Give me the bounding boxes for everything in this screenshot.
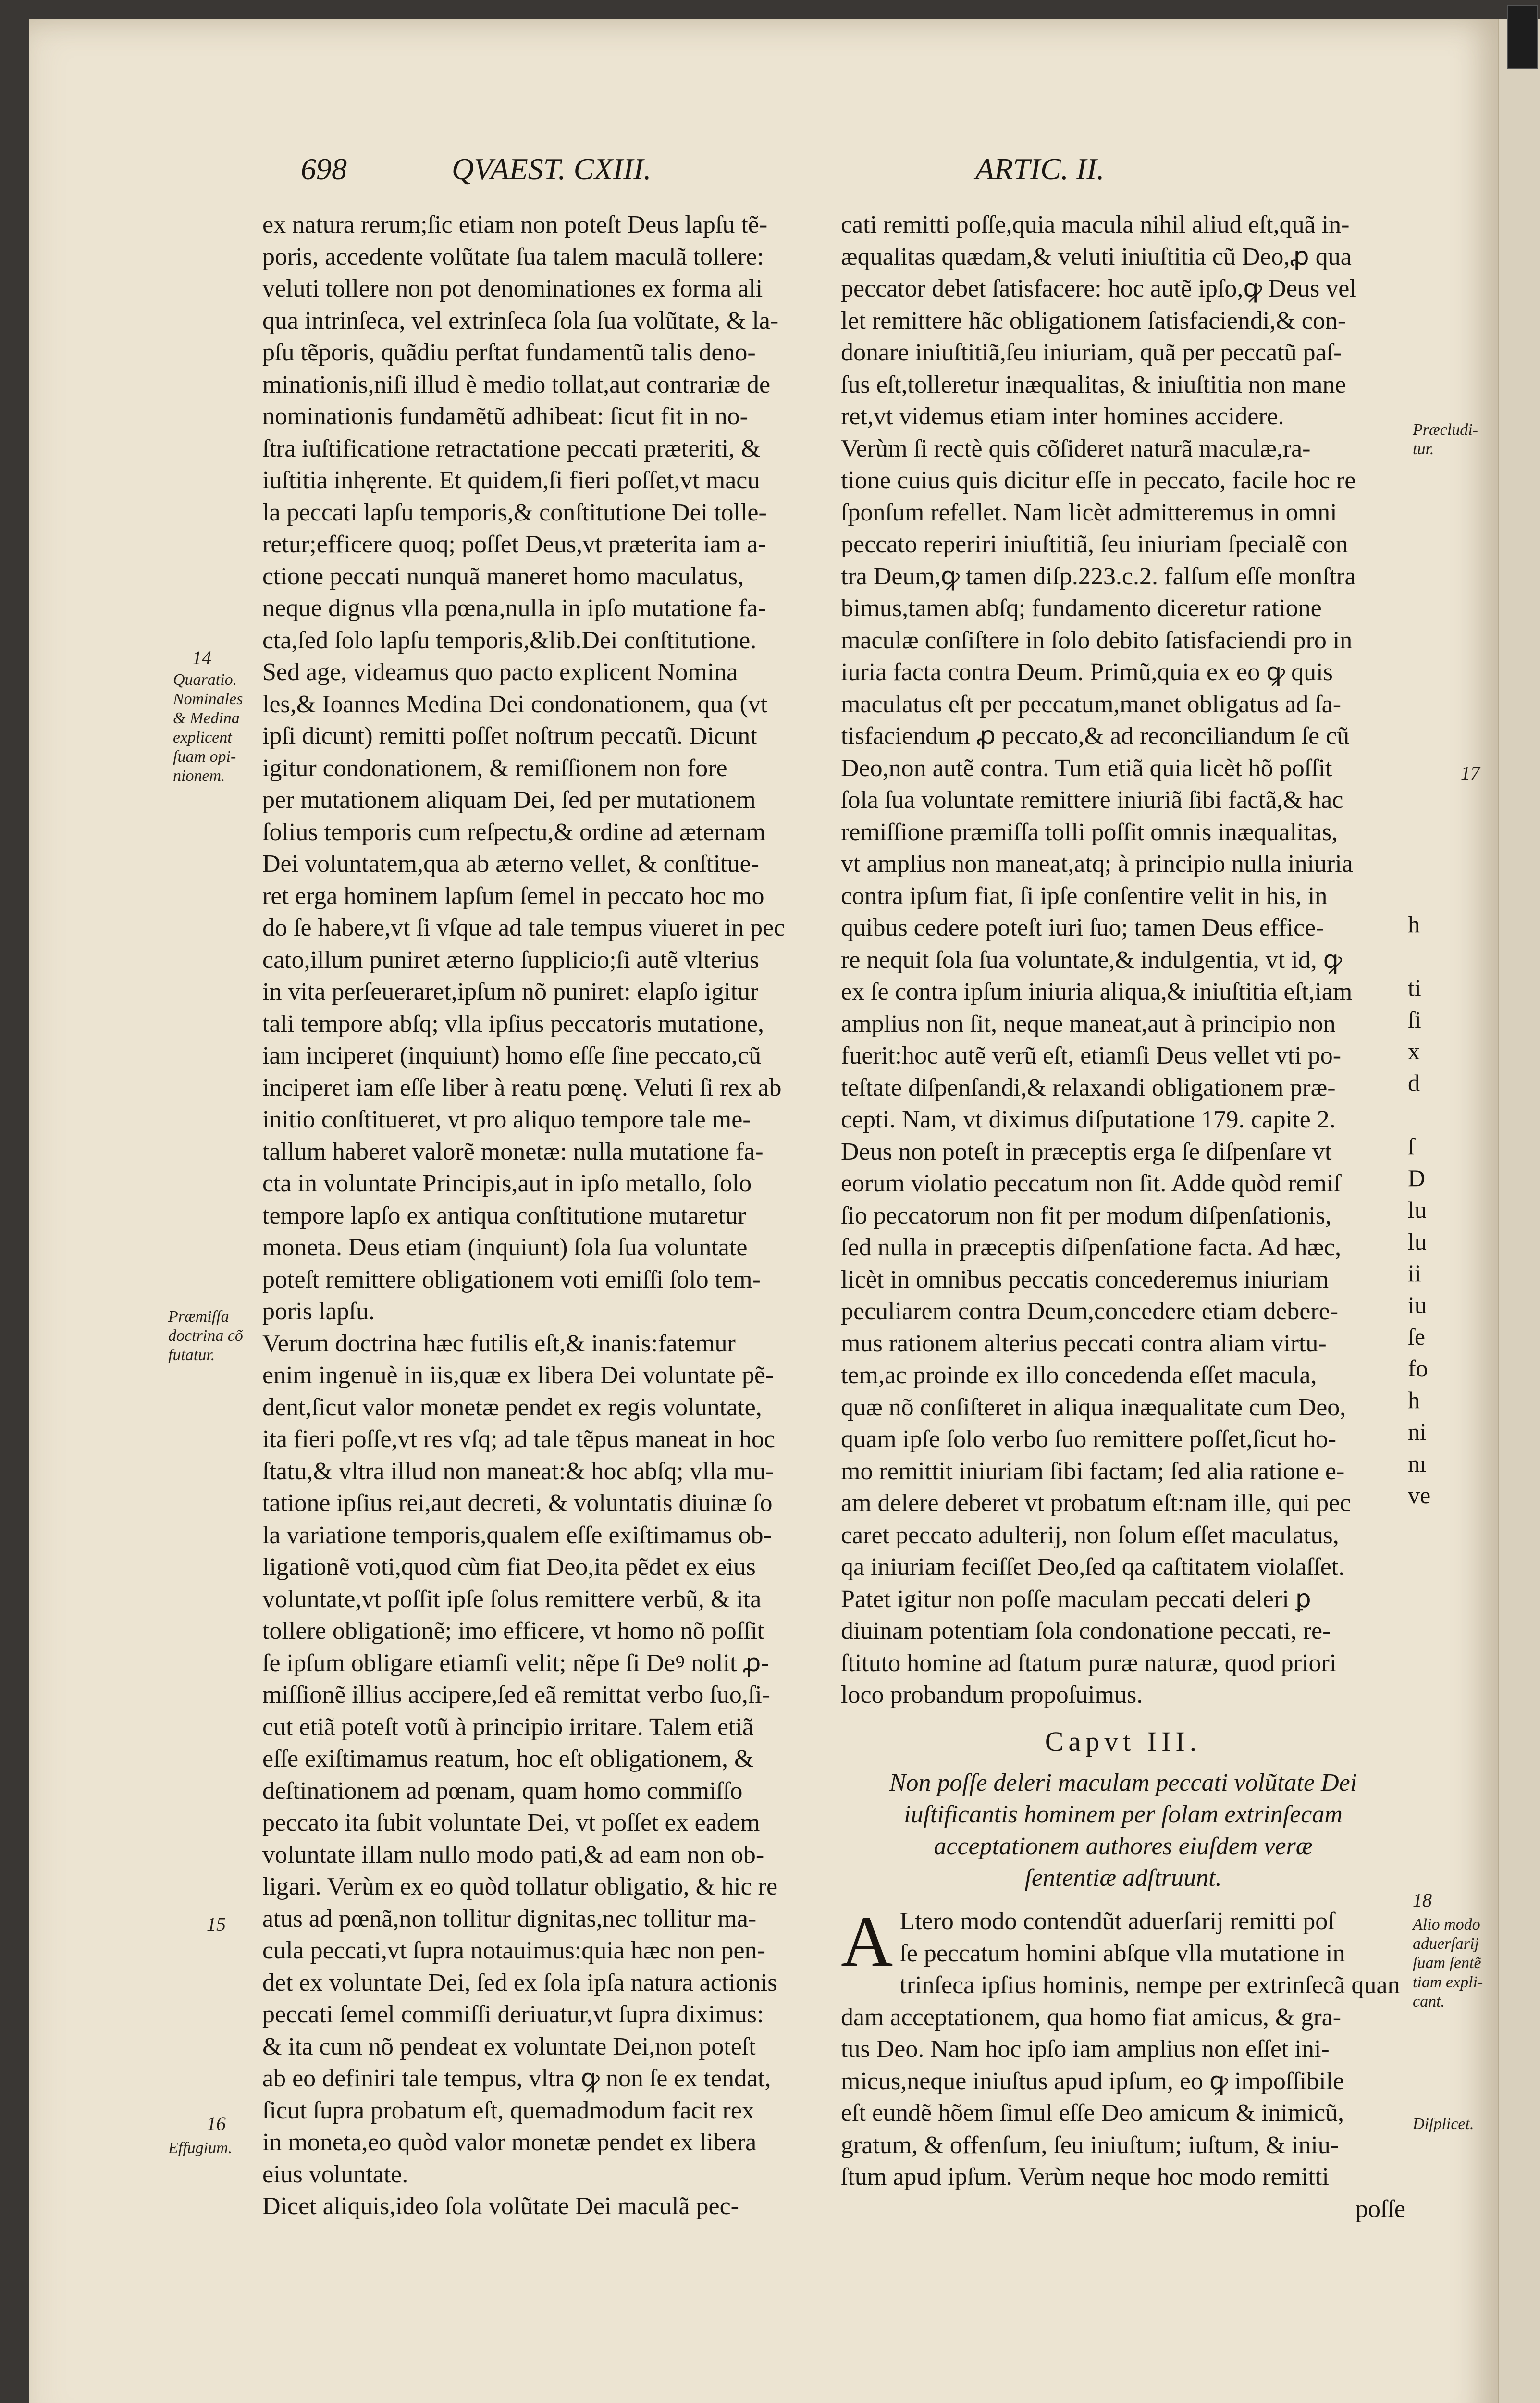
book-page — [29, 19, 1499, 2403]
text-line: ſicut ſupra probatum eſt, quemadmodum facit rex — [262, 2096, 754, 2124]
text-line: contra ipſum fiat, ſi ipſe conſentire velit in his, in — [841, 882, 1328, 910]
text-line: Deus non poteſt in præceptis erga ſe diſpenſare vt — [841, 1138, 1332, 1165]
text-line: cula peccati,vt ſupra notauimus:quia hæc non pen- — [262, 1937, 765, 1964]
text-line: remiſſione præmiſſa tolli poſſit omnis inæqualitas, — [841, 818, 1338, 846]
text-line: enim ingenuè in iis,quæ ex libera Dei voluntate pẽ- — [262, 1362, 774, 1389]
right-text-column — [841, 209, 1405, 2225]
bleed-fragment: ſi — [1408, 1006, 1421, 1033]
text-line: Alio modo — [1413, 1916, 1480, 1933]
text-line: la peccati lapſu temporis,& conſtitutione Dei tolle- — [262, 498, 767, 526]
text-line: neque dignus vlla pœna,nulla in ipſo mutatione fa- — [262, 595, 766, 622]
text-line: ſponſum refellet. Nam licèt admitteremus in omni — [841, 498, 1337, 526]
text-line: les,& Ioannes Medina Dei condonationem, qua (vt — [262, 690, 768, 718]
text-line: ſuam ſentẽ — [1413, 1954, 1481, 1972]
text-line: ſola ſua voluntate remittere iniuriã ſibi factã,& hac — [841, 786, 1343, 814]
text-line: Ltero modo contendũt aduerſarij remitti poſ — [899, 1908, 1335, 1935]
bleed-fragment: x — [1408, 1038, 1420, 1065]
text-line: Sed age, videamus quo pacto explicent Nomina — [262, 658, 738, 686]
text-line: ſtra iuſtificatione retractatione peccati præteriti, & — [262, 434, 761, 462]
text-line: tur. — [1413, 440, 1434, 458]
facing-page-edge — [1498, 19, 1540, 2403]
text-line: atus ad pœnã,non tollitur dignitas,nec tollitur ma- — [262, 1905, 757, 1932]
text-line: quam ipſe ſolo verbo ſuo remittere poſſet,ſicut ho- — [841, 1425, 1337, 1453]
text-line: loco probandum propoſuimus. — [841, 1681, 1143, 1709]
text-line: tollere obligationẽ; imo efficere, vt homo nõ poſſit — [262, 1617, 764, 1645]
scale-ruler — [1507, 5, 1538, 69]
text-line: cut etiã poteſt votũ à principio irritare. Talem etiã — [262, 1713, 754, 1741]
text-line: eſſe exiſtimamus reatum, hoc eſt obligationem, & — [262, 1745, 754, 1772]
bleed-fragment: ti — [1408, 974, 1421, 1001]
text-line: eſt eundẽ hõem ſimul eſſe Deo amicum & inimicũ, — [841, 2099, 1344, 2127]
text-line: miſſionẽ illius accipere,ſed eã remittat verbo ſuo,ſi- — [262, 1681, 770, 1709]
text-line: inciperet iam eſſe liber à reatu pœnę. Veluti ſi rex ab — [262, 1074, 782, 1102]
text-line: ſtituto homine ad ſtatum puræ naturæ, quod priori — [841, 1649, 1337, 1677]
text-line: ſtum apud ipſum. Verùm neque hoc modo remitti — [841, 2163, 1329, 2191]
chapter-title-line: acceptationem authores eiuſdem veræ — [934, 1833, 1313, 1860]
text-line: mus rationem alterius peccati contra aliam virtu- — [841, 1329, 1327, 1357]
margin-note-effugium: Effugium. — [168, 2139, 233, 2157]
text-line: poris lapſu. — [262, 1298, 375, 1325]
text-line: tem,ac proinde ex illo concedenda eſſet macula, — [841, 1362, 1317, 1389]
text-line: fuerit:hoc autẽ verũ eſt, etiamſi Deus vellet vti po- — [841, 1042, 1342, 1069]
bleed-fragment: h — [1408, 1387, 1420, 1413]
question-title: QVAEST. CXIII. — [452, 152, 652, 186]
text-line: & ita cum nõ pendeat ex voluntate Dei,non poteſt — [262, 2032, 756, 2060]
text-line: ſio peccatorum non fit per modum diſpenſationis, — [841, 1202, 1332, 1229]
text-line: cta,ſed ſolo lapſu temporis,&lib.Dei conſtitutione. — [262, 626, 757, 654]
bleed-fragment: D — [1408, 1164, 1426, 1191]
text-line: peccato ita ſubit voluntate Dei, vt poſſet ex eadem — [262, 1809, 760, 1836]
text-line: gratum, & offenſum, ſeu iniuſtum; iuſtum, & iniu- — [841, 2131, 1339, 2159]
text-line: tus Deo. Nam hoc ipſo iam amplius non eſſet ini- — [841, 2035, 1330, 2063]
margin-note-premissa — [168, 1307, 243, 1365]
bleed-fragment: nı — [1408, 1450, 1427, 1477]
text-line: ſuam opi- — [173, 748, 236, 766]
text-line: peccato reperiri iniuſtitiã, ſeu iniuriam ſpecialẽ con — [841, 531, 1348, 558]
bleed-fragment: ſ — [1408, 1133, 1415, 1160]
text-line: minationis,niſi illud è medio tollat,aut contrariæ de — [262, 371, 771, 398]
text-line: dent,ſicut valor monetæ pendet ex regis voluntate, — [262, 1393, 762, 1421]
text-line: Præmiſſa — [168, 1308, 229, 1325]
text-line: ſe ipſum obligare etiamſi velit; nẽpe ſi Deꝰ nolit ꝓ- — [262, 1649, 769, 1677]
chapter-title-line: ſententiæ adſtruunt. — [1024, 1864, 1222, 1892]
margin-number-16: 16 — [207, 2113, 226, 2134]
text-line: initio conſtitueret, vt pro aliquo tempore tale me- — [262, 1106, 751, 1133]
text-line: æqualitas quædam,& veluti iniuſtitia cũ Deo,ꝓ qua — [841, 243, 1352, 271]
catchword: poſſe — [1355, 2195, 1405, 2223]
text-line: eius voluntate. — [262, 2160, 408, 2188]
bleed-fragment — [1408, 940, 1451, 972]
margin-number-17: 17 — [1461, 762, 1480, 784]
margin-note-praecluditur — [1413, 421, 1478, 459]
text-line: cta in voluntate Principis,aut in ipſo metallo, ſolo — [262, 1170, 752, 1197]
text-line: vt amplius non maneat,atq; à principio nulla iniuria — [841, 850, 1353, 878]
bleed-fragment: h — [1408, 911, 1420, 938]
text-line: peccator debet ſatisfacere: hoc autẽ ipſo,ꝙ Deus vel — [841, 275, 1356, 302]
text-line: nominationis fundamẽtũ adhibeat: ſicut fit in no- — [262, 403, 748, 430]
chapter-title-line: Non poſſe deleri maculam peccati volũtate Dei — [889, 1769, 1357, 1796]
text-line: ſus eſt,tolleretur inæqualitas, & iniuſtitia non mane — [841, 371, 1346, 398]
bleed-fragment — [1408, 1099, 1451, 1130]
text-line: teſtate diſpenſandi,& relaxandi obligationem præ- — [841, 1074, 1336, 1102]
margin-number-15: 15 — [207, 1913, 226, 1935]
text-line: tempore lapſo ex antiqua conſtitutione mutaretur — [262, 1202, 746, 1229]
text-line: ſed nulla in præceptis diſpenſatione facta. Ad hæc, — [841, 1234, 1342, 1261]
text-line: moneta. Deus etiam (inquiunt) ſola ſua voluntate — [262, 1234, 748, 1261]
text-line: cati remitti poſſe,quia macula nihil aliud eſt,quã in- — [841, 211, 1350, 238]
bleed-fragment: lu — [1408, 1228, 1427, 1255]
margin-note-displicet: Diſplicet. — [1413, 2115, 1474, 2133]
text-line: Dei voluntatem,qua ab æterno vellet, & conſtitue- — [262, 850, 759, 878]
text-line: ita fieri poſſe,vt res vſq; ad tale tẽpus maneat in hoc — [262, 1425, 776, 1453]
text-line: nionem. — [173, 767, 225, 785]
drop-cap: A — [841, 1902, 893, 1982]
text-line: Verum doctrina hæc futilis eſt,& inanis:fatemur — [262, 1329, 736, 1357]
bleed-fragment: d — [1408, 1069, 1420, 1096]
margin-number-14: 14 — [192, 647, 211, 669]
text-line: doctrina cõ — [168, 1327, 243, 1345]
text-line: per mutationem aliquam Dei, ſed per mutationem — [262, 786, 756, 814]
text-line: donare iniuſtitiã,ſeu iniuriam, quã per peccatũ paſ- — [841, 339, 1342, 366]
bleed-fragment: iu — [1408, 1291, 1427, 1318]
text-line: tali tempore abſq; vlla ipſius peccatoris mutatione, — [262, 1010, 764, 1038]
text-line: & Medina — [173, 709, 240, 727]
text-line: retur;efficere quoq; poſſet Deus,vt præterita iam a- — [262, 531, 766, 558]
text-line: deſtinationem ad pœnam, quam homo commiſſo — [262, 1777, 743, 1805]
margin-note-alio-modo — [1413, 1915, 1483, 2011]
page-number: 698 — [301, 152, 347, 186]
text-line: amplius non ſit, neque maneat,aut à principio non — [841, 1010, 1336, 1038]
text-line: peculiarem contra Deum,concedere etiam debere- — [841, 1298, 1339, 1325]
text-line: veluti tollere non pot denominationes ex forma ali — [262, 275, 763, 302]
bleed-fragment: ni — [1408, 1418, 1427, 1445]
text-line: ligationẽ voti,quod cùm fiat Deo,ita pẽdet ex eius — [262, 1553, 756, 1581]
text-line: maculatus eſt per peccatum,manet obligatus ad ſa- — [841, 690, 1342, 718]
text-line: let remittere hãc obligationem ſatisfaciendi,& con- — [841, 307, 1346, 334]
text-line: licèt in omnibus peccatis concederemus iniuriam — [841, 1265, 1329, 1293]
bleed-fragment: ſe — [1408, 1323, 1426, 1350]
text-line: ſolius temporis cum reſpectu,& ordine ad æternam — [262, 818, 765, 846]
text-line: iam inciperet (inquiunt) homo eſſe ſine peccato,cũ — [262, 1042, 762, 1069]
article-title: ARTIC. II. — [975, 152, 1105, 186]
margin-note-nominales — [173, 670, 243, 786]
chapter-title-line: iuſtificantis hominem per ſolam extrinſecam — [904, 1801, 1343, 1828]
text-line: tione cuius quis dicitur eſſe in peccato, facile hoc re — [841, 467, 1356, 494]
bleed-fragment: lu — [1408, 1196, 1427, 1223]
text-line: poteſt remittere obligationem voti emiſſi ſolo tem- — [262, 1265, 761, 1293]
text-line: Patet igitur non poſſe maculam peccati deleri ꝑ — [841, 1585, 1311, 1613]
text-line: ex natura rerum;ſic etiam non poteſt Deus lapſu tẽ- — [262, 211, 768, 238]
text-line: Verùm ſi rectè quis cõſideret naturã maculæ,ra- — [841, 434, 1311, 462]
text-line: qua intrinſeca, vel extrinſeca ſola ſua volũtate, & la- — [262, 307, 779, 334]
text-line: ret,vt videmus etiam inter homines accidere. — [841, 403, 1284, 430]
text-line: mo remittit iniuriam ſibi factam; ſed alia ratione e- — [841, 1457, 1345, 1485]
text-line: ſtatu,& vltra illud non maneat:& hoc abſq; vlla mu- — [262, 1457, 774, 1485]
chapter-heading: Capvt III. — [1045, 1725, 1202, 1757]
text-line: ab eo definiri tale tempus, vltra ꝙ non ſe ex tendat, — [262, 2065, 771, 2092]
text-line: tisfaciendum ꝓ peccato,& ad reconciliandum ſe cũ — [841, 722, 1350, 750]
bleed-fragment: fo — [1408, 1355, 1428, 1382]
text-line: la variatione temporis,qualem eſſe exiſtimamus ob- — [262, 1521, 772, 1549]
bleed-fragment: ve — [1408, 1482, 1431, 1509]
text-line: igitur condonationem, & remiſſionem non fore — [262, 754, 727, 782]
text-line: Præcludi- — [1413, 421, 1478, 439]
text-line: cant. — [1413, 1993, 1445, 2010]
right-column-body — [841, 209, 1405, 1711]
text-line: Nominales — [173, 690, 243, 708]
text-line: ctione peccati nunquã maneret homo maculatus, — [262, 562, 744, 590]
text-line: trinſeca ipſius hominis, nempe per extrinſecã quan — [899, 1971, 1400, 1999]
text-line: voluntate illam nullo modo pati,& ad eam non ob- — [262, 1841, 764, 1869]
chapter-body — [841, 1902, 1405, 2193]
text-line: do ſe habere,vt ſi vſque ad tale tempus viueret in pec — [262, 914, 785, 941]
text-line: Quaratio. — [173, 671, 237, 689]
text-line: diuinam potentiam ſola condonatione peccati, re- — [841, 1617, 1331, 1645]
running-head — [29, 142, 1499, 195]
text-line: maculæ conſiſtere in ſolo debito ſatisfaciendi pro in — [841, 626, 1353, 654]
text-line: futatur. — [168, 1346, 215, 1364]
text-line: ſe peccatum homini abſque vlla mutatione in — [899, 1939, 1345, 1967]
text-line: cato,illum puniret æterno ſupplicio;ſi autẽ vlterius — [262, 946, 760, 974]
text-line: micus,neque iniuſtus apud ipſum, eo ꝙ impoſſibile — [841, 2067, 1344, 2095]
text-line: in moneta,eo quòd valor monetæ pendet ex libera — [262, 2129, 757, 2156]
text-line: peccati ſemel commiſſi deriuatur,vt ſupra diximus: — [262, 2001, 764, 2028]
text-line: poris, accedente volũtate ſua talem maculã tollere: — [262, 243, 764, 271]
text-line: re nequit ſola ſua voluntate,& indulgentia, vt id, ꝙ — [841, 946, 1342, 974]
text-line: eorum violatio peccatum non ſit. Adde quòd remiſ — [841, 1170, 1341, 1197]
text-line: pſu tẽporis, quãdiu perſtat fundamentũ talis deno- — [262, 339, 756, 366]
text-line: aduerſarij — [1413, 1935, 1479, 1953]
text-line: iuria facta contra Deum. Primũ,quia ex eo ꝙ quis — [841, 658, 1333, 686]
text-line: tatione ipſius rei,aut decreti, & voluntatis diuinæ ſo — [262, 1489, 773, 1517]
text-line: tallum haberet valorẽ monetæ: nulla mutatione fa- — [262, 1138, 764, 1165]
text-line: Deo,non autẽ contra. Tum etiã quia licèt hõ poſſit — [841, 754, 1332, 782]
text-line: qa iniuriam feciſſet Deo,ſed qa caſtitatem violaſſet. — [841, 1553, 1345, 1581]
text-line: explicent — [173, 729, 232, 746]
text-line: iuſtitia inhęrente. Et quidem,ſi fieri poſſet,vt macu — [262, 467, 760, 494]
left-text-column — [262, 209, 851, 2223]
text-line: det ex voluntate Dei, ſed ex ſola ipſa natura actionis — [262, 1969, 777, 1996]
text-line: ret erga hominem lapſum ſemel in peccato hoc mo — [262, 882, 764, 910]
text-line: quibus cedere poteſt iuri ſuo; tamen Deus effice- — [841, 914, 1324, 941]
text-line: quæ nõ conſiſteret in aliqua inæqualitate cum Deo, — [841, 1393, 1346, 1421]
facing-page-bleed-text — [1408, 908, 1451, 1511]
text-line: bimus,tamen abſq; fundamento diceretur ratione — [841, 595, 1322, 622]
bleed-fragment: ii — [1408, 1260, 1421, 1287]
text-line: cepti. Nam, vt diximus diſputatione 179. capite 2. — [841, 1106, 1336, 1133]
text-line: dam acceptationem, qua homo fiat amicus, & gra- — [841, 2003, 1342, 2031]
text-line: in vita perſeueraret,ipſum nõ puniret: elapſo igitur — [262, 978, 759, 1005]
text-line: Dicet aliquis,ideo ſola volũtate Dei maculã pec- — [262, 2192, 739, 2220]
margin-number-18: 18 — [1413, 1889, 1432, 1911]
chapter-title — [841, 1767, 1405, 1894]
text-line: ipſi dicunt) remitti poſſet noſtrum peccatũ. Dicunt — [262, 722, 757, 750]
text-line: ex ſe contra ipſum iniuria aliqua,& iniuſtitia eſt,iam — [841, 978, 1353, 1005]
text-line: tiam expli- — [1413, 1973, 1483, 1991]
text-line: caret peccato adulterij, non ſolum eſſet maculatus, — [841, 1521, 1339, 1549]
text-line: am delere deberet vt probatum eſt:nam ille, qui pec — [841, 1489, 1351, 1517]
text-line: tra Deum,ꝙ tamen diſp.223.c.2. falſum eſſe monſtra — [841, 562, 1356, 590]
text-line: ligari. Verùm ex eo quòd tollatur obligatio, & hic re — [262, 1873, 778, 1900]
text-line: voluntate,vt poſſit ipſe ſolus remittere verbũ, & ita — [262, 1585, 762, 1613]
